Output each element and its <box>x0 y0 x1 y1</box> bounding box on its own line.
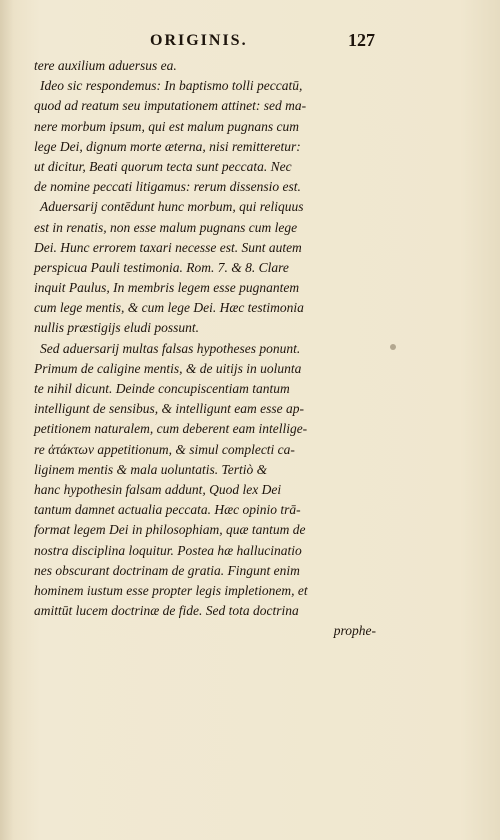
text-line: ut dicitur, Beati quorum tecta sunt peccata. Nec <box>34 158 292 174</box>
ink-spot <box>390 344 396 350</box>
text-line: intelligunt de sensibus, & intelligunt eam esse ap- <box>34 401 304 417</box>
text-line: tere auxilium aduersus ea. <box>34 58 177 73</box>
text-line: Dei. Hunc errorem taxari necesse est. Sunt autem <box>34 239 302 255</box>
text-line: nere morbum ipsum, qui est malum pugnans cum <box>34 118 299 134</box>
text-line: de nomine peccati litigamus: rerum dissensio est. <box>34 179 301 195</box>
text-line: Sed aduersarij multas falsas hypotheses ponunt. <box>40 340 301 356</box>
text-line: lege Dei, dignum morte æterna, nisi remitteretur: <box>34 138 301 154</box>
running-title: ORIGINIS. <box>150 32 248 49</box>
text-line: Ideo sic respondemus: In baptismo tolli peccatū, <box>40 78 303 94</box>
text-line: nes obscurant doctrinam de gratia. Fingunt enim <box>34 562 300 578</box>
body-text <box>34 56 376 641</box>
text-line: amittūt lucem doctrinæ de fide. Sed tota doctrina <box>34 603 299 619</box>
catchword: prophe- <box>333 623 376 639</box>
text-line: est in renatis, non esse malum pugnans cum lege <box>34 219 298 235</box>
text-line: Primum de caligine mentis, & de uitijs in uolunta <box>34 360 302 376</box>
text-line: re ἀτάκτων appetitionum, & simul complecti ca- <box>34 441 295 457</box>
text-line: hominem iustum esse propter legis impletionem, et <box>34 582 308 598</box>
text-line: petitionem naturalem, cum deberent eam intellige- <box>34 421 308 437</box>
text-line: Aduersarij contēdunt hunc morbum, qui reliquus <box>40 199 304 215</box>
text-line: tantum damnet actualia peccata. Hæc opinio trā- <box>34 502 301 518</box>
text-line: hanc hypothesin falsam addunt, Quod lex Dei <box>34 481 282 497</box>
text-line: inquit Paulus, In membris legem esse pugnantem <box>34 280 300 296</box>
page-number: 127 <box>348 30 375 50</box>
text-line: perspicua Pauli testimonia. Rom. 7. & 8. Clare <box>34 259 289 275</box>
page-header <box>0 30 500 54</box>
text-line: nullis præstigijs eludi possunt. <box>34 320 200 336</box>
text-line: quod ad reatum seu imputationem attinet: sed ma- <box>34 98 307 114</box>
text-line: cum lege mentis, & cum lege Dei. Hæc testimonia <box>34 300 304 316</box>
text-line: format legem Dei in philosophiam, quæ tantum de <box>34 522 306 538</box>
text-line: te nihil dicunt. Deinde concupiscentiam tantum <box>34 381 290 396</box>
text-line: liginem mentis & mala uoluntatis. Tertiò & <box>34 461 268 477</box>
text-line: nostra disciplina loquitur. Postea hæ hallucinatio <box>34 542 302 558</box>
